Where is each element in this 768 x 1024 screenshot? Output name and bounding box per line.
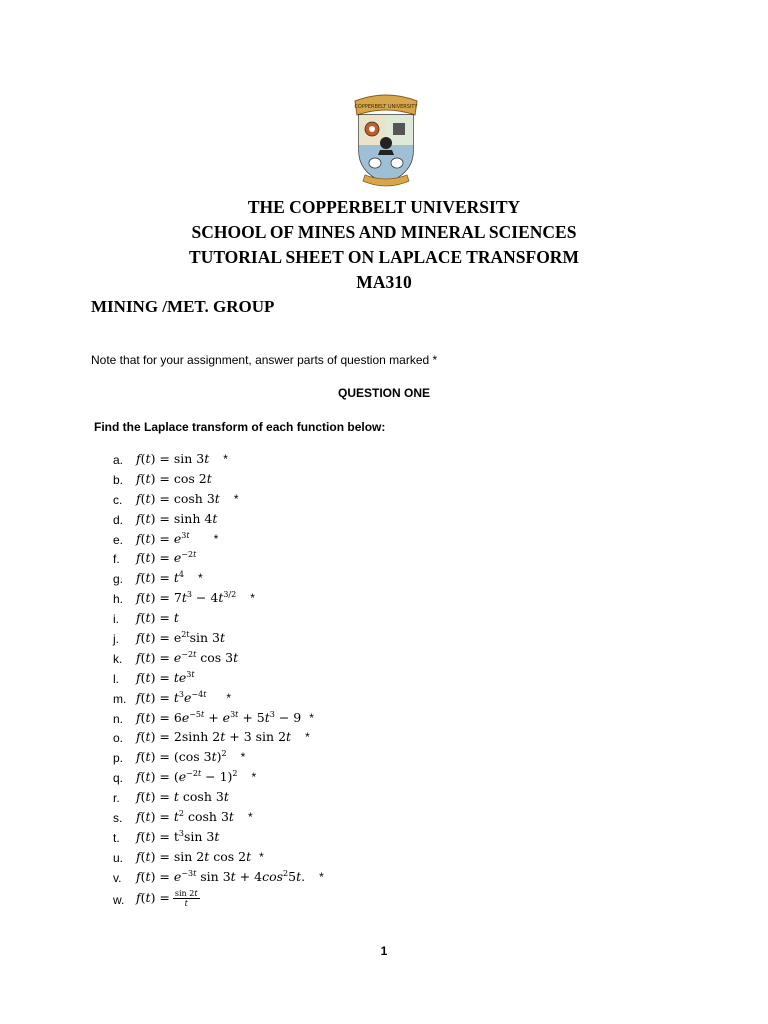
item-formula: f(t) = sin 2t cos 2t *: [136, 848, 264, 864]
item-formula: f(t) = t cosh 3t: [136, 789, 229, 805]
list-item: [0, 868, 768, 888]
item-formula: $f(t) = t^3\sin$ 3t: [136, 828, 220, 844]
list-item: [0, 768, 768, 788]
assignment-star: *: [226, 690, 232, 705]
page-number: 1: [380, 944, 388, 958]
item-formula: $f(t) = te^{3t}$: [136, 669, 195, 685]
item-formula: $f(t) = t^2$ cosh 3t *: [136, 809, 253, 825]
item-formula: f(t) = $\frac{\sin 2t}{t}$: [136, 888, 198, 908]
list-item: [0, 450, 768, 470]
list-item: [0, 808, 768, 828]
list-item: [0, 629, 768, 649]
item-letter: r.: [113, 791, 120, 806]
list-item: [0, 490, 768, 510]
list-item: [0, 470, 768, 490]
document-header: [0, 195, 768, 295]
item-letter: w.: [113, 892, 125, 907]
assignment-star: *: [250, 591, 255, 606]
item-letter: m.: [113, 691, 127, 706]
university-name: THE COPPERBELT UNIVERSITY: [247, 197, 521, 217]
assignment-note: Note that for your assignment, answer parts of question marked *: [91, 353, 438, 367]
list-item: [0, 569, 768, 589]
question-heading: QUESTION ONE: [337, 386, 430, 400]
list-item: [0, 788, 768, 808]
school-name: SCHOOL OF MINES AND MINERAL SCIENCES: [191, 222, 577, 242]
item-letter: l.: [113, 671, 119, 686]
assignment-star: *: [240, 750, 246, 765]
fraction: $\frac{\sin 2t}{t}$: [174, 888, 198, 908]
item-letter: o.: [113, 731, 124, 746]
item-formula: $f(t) = e^{3t}$ *: [136, 530, 219, 546]
item-formula: $f(t) = e^{2t}\sin$ 3t: [136, 630, 225, 646]
item-letter: n.: [113, 711, 124, 726]
assignment-star: *: [213, 531, 219, 546]
item-formula: $f(t) = e^{-2t}$ cos 3t: [136, 649, 239, 665]
list-item: [0, 888, 768, 908]
item-letter: h.: [113, 592, 124, 607]
item-formula: $f(t) = t^4$ *: [136, 570, 203, 586]
assignment-star: *: [309, 710, 314, 725]
assignment-star: *: [319, 869, 324, 884]
item-formula: f(t) = sin 3t *: [136, 451, 228, 466]
list-item: [0, 549, 768, 569]
list-item: [0, 828, 768, 848]
item-formula: f(t) = cos 2t: [136, 470, 212, 486]
group-label: MINING /MET. GROUP: [91, 297, 275, 316]
item-letter: i.: [113, 612, 119, 627]
item-formula: $f(t) = 6e^{-5t} + e^{3t} + 5t^3 - 9$ *: [136, 709, 314, 725]
item-letter: g.: [113, 572, 124, 587]
item-letter: b.: [113, 472, 124, 487]
question-instruction: Find the Laplace transform of each function below:: [94, 420, 386, 434]
item-formula: $f(t) = 7t^3 - 4t^{3/2}$ *: [136, 590, 255, 606]
assignment-star: *: [233, 491, 239, 506]
item-letter: a.: [113, 453, 124, 467]
assignment-star: *: [305, 730, 310, 745]
list-item: [0, 709, 768, 729]
item-letter: t.: [113, 830, 120, 845]
assignment-star: *: [251, 770, 257, 785]
sheet-title: TUTORIAL SHEET ON LAPLACE TRANSFORM: [189, 247, 579, 267]
assignment-star: *: [223, 452, 228, 466]
list-item: [0, 848, 768, 868]
item-letter: c.: [113, 492, 123, 507]
list-item: [0, 510, 768, 530]
course-code: MA310: [356, 272, 412, 292]
item-letter: q.: [113, 771, 124, 786]
function-list: [0, 450, 768, 907]
item-letter: s.: [113, 811, 123, 826]
item-formula: f(t) = cosh 3t *: [136, 490, 239, 506]
item-formula: $f(t) = t^3e^{-4t}$ *: [136, 689, 232, 705]
item-formula: $f(t) = e^{-3t}$ $\sin 3t + 4\cos^25t$. *: [136, 868, 324, 884]
item-letter: e.: [113, 532, 124, 547]
item-letter: u.: [113, 850, 124, 865]
item-formula: $f(t) = e^{-2t}$: [136, 550, 197, 566]
item-formula: f(t) = (cos 3t)$^2$ *: [136, 749, 246, 765]
item-letter: d.: [113, 512, 124, 527]
item-formula: $f(t) = (e^{-2t} - 1)^2$ *: [136, 769, 257, 785]
item-letter: p.: [113, 751, 124, 766]
list-item: [0, 669, 768, 689]
item-letter: k.: [113, 651, 123, 666]
svg-text:COPPERBELT UNIVERSITY: COPPERBELT UNIVERSITY: [354, 104, 418, 110]
item-formula: f(t) = sinh 4t: [136, 510, 218, 526]
university-crest-logo: [349, 93, 423, 189]
assignment-star: *: [198, 571, 203, 586]
item-formula: f(t) = t: [136, 610, 179, 626]
item-letter: f.: [113, 552, 120, 567]
list-item: [0, 748, 768, 768]
item-letter: j.: [113, 632, 119, 647]
assignment-star: *: [247, 810, 253, 825]
list-item: [0, 689, 768, 709]
list-item: [0, 589, 768, 609]
list-item: [0, 530, 768, 550]
item-formula: f(t) = 2sinh 2t + 3 sin 2t *: [136, 729, 310, 745]
list-item: [0, 649, 768, 669]
assignment-star: *: [259, 849, 264, 864]
item-letter: v.: [113, 870, 122, 885]
list-item: [0, 728, 768, 748]
list-item: [0, 609, 768, 629]
